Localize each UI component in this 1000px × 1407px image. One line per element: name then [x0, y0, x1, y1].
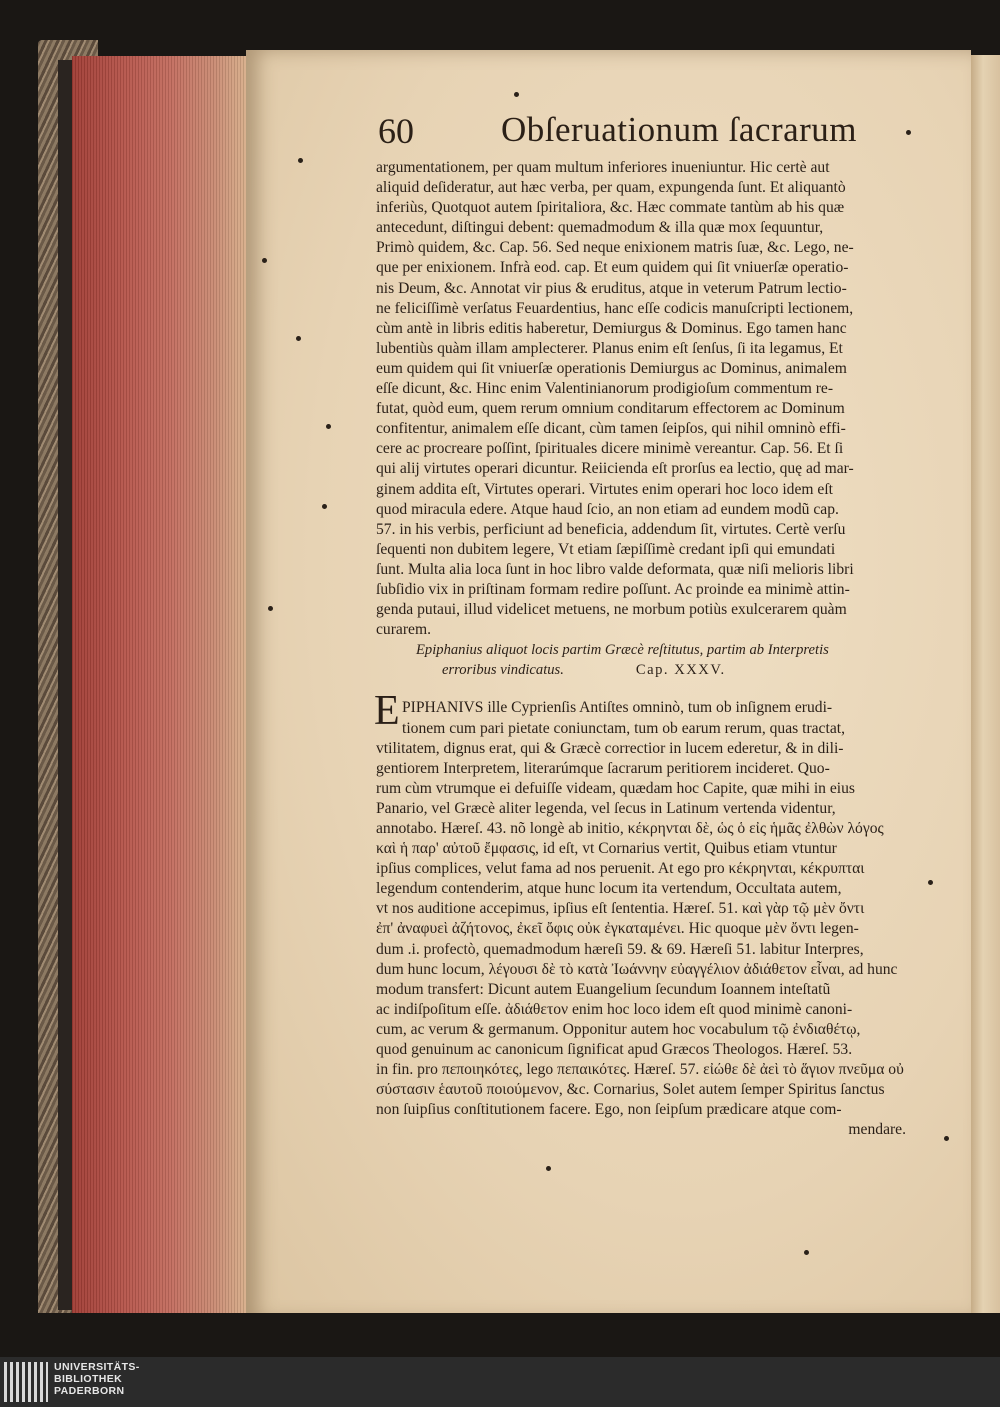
text-line: cùm antè in libris editis haberetur, Demiurgus & Dominus. Ego tamen hanc	[376, 319, 847, 337]
running-head	[378, 110, 858, 158]
text-line: eum quidem qui ſit vniuerſæ operationis Demiurgus ac Dominus, animalem	[376, 359, 847, 377]
first-line-text: PIPHANIVS ille Cyprienſis Antiſtes omninò, tum ob inſignem erudi-	[402, 699, 833, 717]
text-line: ac indiſpoſitum eſſe. ἀδιάθετον enim hoc loco idem eſt quod minimè canoni-	[376, 1000, 853, 1018]
text-line: dum .i. profectò, quemadmodum hæreſi 59. & 69. Hæreſi 51. labitur Interpres,	[376, 940, 864, 958]
text-line: que per enixionem. Infrà eod. cap. Et eum quidem qui ſit vniuerſæ operatio-	[376, 259, 849, 277]
text-line: dum hunc locum, λέγουσι δὲ τὸ κατὰ Ἰωάννην εὐαγγέλιον ἀδιάθετον εἶναι, ad hunc	[376, 960, 898, 978]
chapter-paragraph	[374, 688, 906, 1140]
text-line: annotabo. Hæreſ. 43. nõ longè ab initio, κέκρηνται δὲ, ὡς ὁ εἰς ἡμᾶς ἐλθὼν λόγος	[376, 820, 884, 837]
facing-page-edge	[966, 55, 1000, 1315]
text-line: in fin. pro πεποιηκότες, lego πεπαικότες. Hæreſ. 57. εἰώθε δὲ ἀεὶ τὸ ἅγιον πνεῦμα οὐ	[376, 1061, 904, 1079]
drop-cap: E	[374, 688, 400, 735]
chapter-label: Cap. XXXV.	[635, 662, 726, 679]
text-line: modum transfert: Dicunt autem Euangelium ſecundum Ioannem inteſtatũ	[376, 980, 831, 998]
text-line: quod miracula edere. Atque haud ſcio, an non etiam ad eundem modũ cap.	[376, 500, 839, 518]
page-fore-edge	[72, 56, 250, 1313]
paper-speck	[514, 92, 519, 97]
text-line: confitentur, animalem eſſe dicant, cùm tamen ſeipſos, qui nihil omninò effi-	[376, 420, 846, 438]
text-line: gentiorem Interpretem, literarúmque ſacrarum peritiorem incideret. Quo-	[376, 759, 830, 777]
page-bottom-shadow	[0, 1313, 1000, 1358]
text-line: quod genuinum ac canonicum ſignificat apud Græcos Theologos. Hæreſ. 53.	[376, 1041, 853, 1059]
text-line: ipſius complices, velut fama ad nos peruenit. At ego pro κέκρηνται, κέκρυπται	[376, 860, 865, 878]
text-line: tionem cum pari pietate coniunctam, tum ob earum rerum, quas tractat,	[402, 719, 845, 737]
body-paragraph	[376, 158, 906, 640]
paper-speck	[546, 1166, 551, 1171]
library-logo-icon	[4, 1362, 48, 1402]
text-line: vt nos auditione accepimus, ipſius eſt ſententia. Hæreſ. 51. καὶ γὰρ τῷ μὲν ὄντι	[376, 900, 865, 918]
text-line: cum, ac verum & germanum. Opponitur autem hoc vocabulum τῷ ἐνδιαθέτῳ,	[376, 1020, 861, 1038]
text-line: vtilitatem, dignus erat, qui & Græcè correctior in lucem ederetur, & in dili-	[376, 739, 844, 757]
library-name-line: PADERBORN	[54, 1385, 125, 1397]
text-line: ſunt. Multa alia loca ſunt in hoc libro valde deformata, quæ niſi melioris libri	[376, 560, 854, 578]
text-line: rum cùm vtrumque ei defuiſſe videam, quædam hoc Capite, quæ mihi in eius	[376, 779, 855, 797]
text-line: 57. in his verbis, perficiunt ad beneficia, addendum ſit, virtutes. Certè verſu	[376, 520, 846, 538]
text-line: ne feliciſſimè verſatus Feuardentius, hanc eſſe codicis manuſcripti lectionem,	[376, 299, 854, 317]
library-name-line: UNIVERSITÄTS-	[54, 1361, 140, 1373]
page-number: 60	[378, 111, 414, 151]
text-line: Primò quidem, &c. Cap. 56. Sed neque enixionem matris ſuæ, &c. Lego, ne-	[376, 239, 854, 257]
chapter-heading	[376, 640, 906, 680]
text-line: eſſe dicunt, &c. Hinc enim Valentinianorum prodigioſum commentum re-	[376, 380, 834, 398]
text-line: inferiùs, Quotquot autem ſpiritaliora, &c. Hæc commate tantùm ab his quæ	[376, 199, 845, 217]
paper-speck	[296, 336, 301, 341]
paper-speck	[326, 424, 331, 429]
catchword: mendare.	[848, 1121, 906, 1139]
text-line: καὶ ἡ παρ' αὐτοῦ ἔμφασις, id eſt, vt Cornarius vertit, Quibus etiam vtuntur	[376, 840, 837, 858]
text-line: curarem.	[376, 621, 431, 639]
library-name-line: BIBLIOTHEK	[54, 1373, 123, 1385]
text-line: argumentationem, per quam multum inferiores inueniuntur. Hic certè aut	[376, 159, 830, 176]
library-name	[54, 1361, 140, 1397]
text-line: Panario, vel Græcè aliter legenda, vel ſecus in Latinum vertenda videntur,	[376, 799, 836, 817]
text-line: cere ac procreare poſſint, ſpirituales dicere minimè vereantur. Cap. 56. Et ſi	[376, 440, 844, 458]
text-line: lubentiùs quàm illam amplecterer. Planus enim eſt ſenſus, ſi ita legamus, Et	[376, 339, 843, 357]
paper-speck	[322, 504, 327, 509]
text-line: aliquid deſideratur, aut hæc verba, per quam, expungenda ſunt. Et aliquantò	[376, 179, 846, 197]
paper-speck	[262, 258, 267, 263]
chapter-caption-line: Epiphanius aliquot locis partim Græcè reſtitutus, partim ab Interpretis	[416, 642, 829, 659]
library-footer	[0, 1357, 1000, 1407]
text-line: σύστασιν ἑαυτοῦ ποιούμενον, &c. Cornarius, Solet autem ſemper Spiritus ſanctus	[376, 1081, 885, 1099]
paper-speck	[804, 1250, 809, 1255]
text-line: ἐπ' ἀναφυεὶ ἀζήτονος, ἐκεῖ ὄφις οὐκ ἐγκαταμένει. Hic quoque μὲν ὄντι legen-	[376, 920, 859, 938]
text-line: genda putaui, illud videlicet metuens, ne morbum potiùs exulcerarem quàm	[376, 601, 847, 619]
text-line: futat, quòd eum, quem rerum omnium conditarum effectorem ac Dominum	[376, 400, 845, 418]
text-line: non ſuipſius conſtitutionem facere. Ego, non ſeipſum prædicare atque com-	[376, 1101, 842, 1119]
page-text	[376, 158, 906, 1141]
paper-speck	[906, 130, 911, 135]
chapter-caption-text: erroribus vindicatus.	[442, 662, 564, 679]
text-line: legendum contenderim, atque hunc locum ita vertendum, Occultata autem,	[376, 880, 842, 898]
text-line: qui alij virtutes operari dicuntur. Reiicienda eſt prorſus ea lectio, quę ad mar-	[376, 460, 854, 478]
text-line: antecedunt, diſtingui debent: quemadmodum & illa quæ mox ſequuntur,	[376, 219, 824, 237]
text-line: ginem addita eſt, Virtutes operari. Virtutes enim operari hoc loco idem eſt	[376, 480, 833, 498]
paper-speck	[268, 606, 273, 611]
text-line: nis Deum, &c. Annotat vir pius & eruditus, atque in veterum Patrum lectio-	[376, 279, 847, 297]
text-line: ſequenti non dubitem legere, Vt etiam ſæpiſſimè credant ipſi qui emundati	[376, 540, 836, 558]
chapter-caption-line	[376, 660, 906, 680]
paper-speck	[928, 880, 933, 885]
text-line: ſubſidio vix in priſtinam formam redire poſſunt. Ac proinde ea minimè attin-	[376, 580, 850, 598]
section-gap	[376, 680, 906, 698]
paper-speck	[944, 1136, 949, 1141]
paper-speck	[298, 158, 303, 163]
running-title: Obſeruationum ſacrarum	[501, 110, 858, 149]
